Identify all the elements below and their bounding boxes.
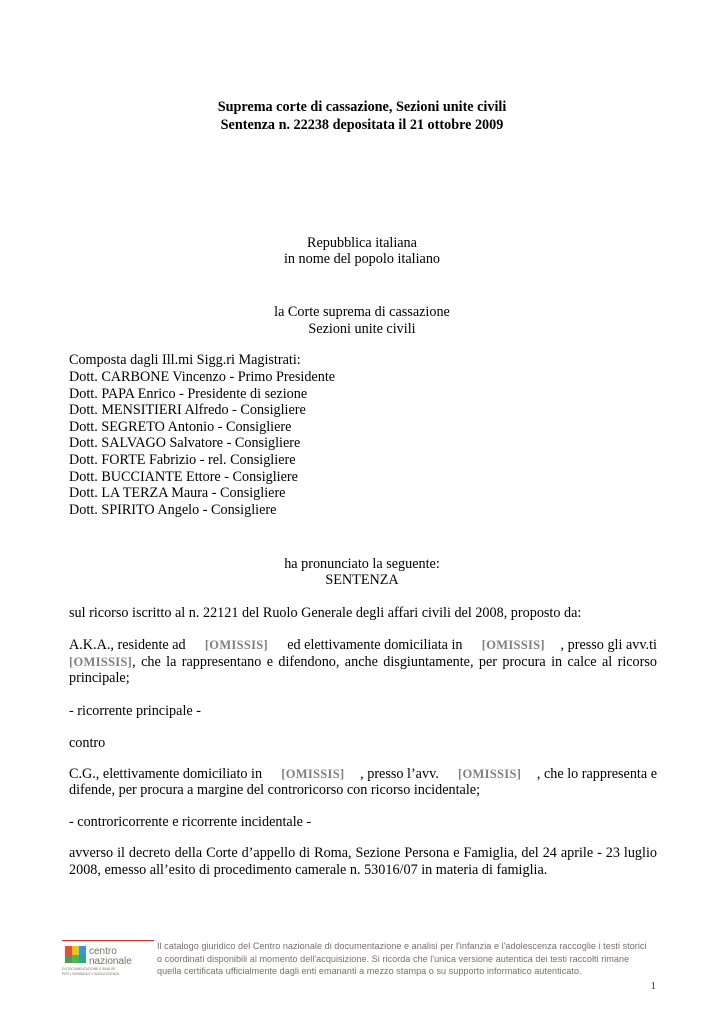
omissis-redaction: [OMISSIS] bbox=[458, 767, 522, 781]
header-title-line1: Suprema corte di cassazione, Sezioni unite civili bbox=[217, 99, 507, 115]
party-line1 bbox=[69, 637, 657, 654]
pronounce-line: ha pronunciato la seguente: bbox=[284, 556, 440, 572]
composition-intro: Composta dagli Ill.mi Sigg.ri Magistrati: bbox=[69, 352, 301, 368]
party-text: A.K.A., residente ad bbox=[69, 637, 190, 653]
counterparty-line1 bbox=[69, 766, 657, 783]
footer-disclaimer bbox=[157, 940, 657, 978]
heading-republic: Repubblica italiana bbox=[307, 235, 417, 251]
footer-line: o coordinati disponibili al momento dell'acquisizione. Si ricorda che l'unica versione autentica dei testi raccolti rimane bbox=[157, 953, 630, 964]
sentenza-heading: SENTENZA bbox=[325, 572, 399, 588]
logo-subtitle-2: PER L'INFANZIA E L'ADOLESCENZA bbox=[62, 972, 120, 976]
logo-subtitle-1: DI DOCUMENTAZIONE E ANALISI bbox=[62, 967, 116, 971]
party-text: C.G., elettivamente domiciliato in bbox=[69, 766, 266, 782]
party-text: ed elettivamente domiciliata in bbox=[283, 637, 467, 653]
centro-nazionale-logo bbox=[62, 940, 154, 984]
judge-item: Dott. CARBONE Vincenzo - Primo Presidente bbox=[69, 369, 336, 385]
footer-rule bbox=[62, 940, 154, 941]
party-paragraph bbox=[69, 637, 657, 687]
party-text: , presso l’avv. bbox=[360, 766, 443, 782]
omissis-redaction: [OMISSIS] bbox=[481, 638, 545, 652]
page-number: 1 bbox=[650, 980, 656, 992]
judge-item: Dott. SPIRITO Angelo - Consigliere bbox=[69, 501, 277, 518]
party-text: , che lo rappresenta e bbox=[536, 766, 657, 782]
contro-label: contro bbox=[69, 735, 106, 751]
ricorrente-label: - ricorrente principale - bbox=[69, 703, 201, 719]
party-line2 bbox=[69, 654, 657, 687]
logo-word-centro: centro bbox=[89, 946, 117, 957]
judge-item: Dott. BUCCIANTE Ettore - Consigliere bbox=[69, 468, 298, 485]
omissis-redaction: [OMISSIS] bbox=[69, 654, 133, 669]
footer-line: quella certificata ufficialmente dagli enti emananti a mezzo stampa o su supporto informatico autenticato. bbox=[157, 966, 582, 977]
party-text: , presso gli avv.ti bbox=[560, 637, 657, 653]
logo-bar-green bbox=[65, 955, 86, 963]
logo-word-nazionale: nazionale bbox=[89, 956, 132, 967]
heading-court: la Corte suprema di cassazione bbox=[274, 304, 450, 320]
omissis-redaction: [OMISSIS] bbox=[281, 767, 345, 781]
judge-item: Dott. FORTE Fabrizio - rel. Consigliere bbox=[69, 451, 296, 468]
decree-paragraph: avverso il decreto della Corte d’appello di Roma, Sezione Persona e Famiglia, del 24 aprile - 23 luglio 2008, emesso all’esito di procedimento camerale n. 53016/07 in materia di famiglia. bbox=[69, 845, 657, 878]
counterparty-line2: difende, per procura a margine del controricorso con ricorso incidentale; bbox=[69, 782, 481, 798]
judge-item: Dott. PAPA Enrico - Presidente di sezione bbox=[69, 385, 308, 402]
judge-item: Dott. SEGRETO Antonio - Consigliere bbox=[69, 418, 292, 435]
ricorso-paragraph: sul ricorso iscritto al n. 22121 del Ruolo Generale degli affari civili del 2008, proposto da: bbox=[69, 605, 582, 621]
omissis-redaction: [OMISSIS] bbox=[204, 638, 268, 652]
judge-item: Dott. SALVAGO Salvatore - Consigliere bbox=[69, 435, 301, 452]
judge-item: Dott. LA TERZA Maura - Consigliere bbox=[69, 485, 286, 502]
judge-item: Dott. MENSITIERI Alfredo - Consigliere bbox=[69, 402, 306, 419]
judges-list bbox=[69, 369, 335, 518]
footer-line: Il catalogo giuridico del Centro nazionale di documentazione e analisi per l'infanzia e l'adolescenza raccoglie i testi storici bbox=[157, 941, 647, 951]
controricorrente-label: - controricorrente e ricorrente incidentale - bbox=[69, 814, 312, 830]
header-title-line2: Sentenza n. 22238 depositata il 21 ottobre 2009 bbox=[220, 117, 504, 133]
party-text: , che la rappresentano e difendono, anche disgiuntamente, per procura in calce al ricorso principale; bbox=[69, 653, 657, 687]
heading-people: in nome del popolo italiano bbox=[283, 251, 441, 267]
heading-section: Sezioni unite civili bbox=[308, 321, 416, 337]
counterparty-paragraph bbox=[69, 766, 657, 783]
